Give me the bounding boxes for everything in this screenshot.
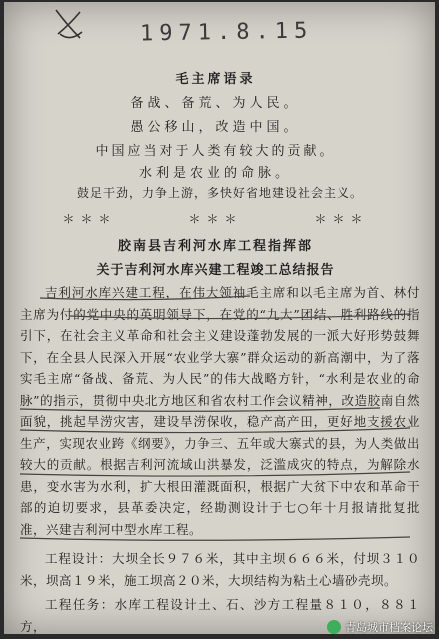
report-paragraph-1: 吉利河水库兴建工程，在伟大领袖毛主席和以毛主席为首、林付主席为付的党中央的英明领导下，在党的“九大”团结、胜利路线的指引下，在社会主义革命和社会主义建设蓬勃发展的一派大好形势鼓舞下，在全县人民深入开展“农业学大寨”群众运动的新高潮中，为了落实毛主席“备战、备荒、为人民”的伟大战略方针，“水利是农业的命脉”的指示，贯彻中央北方地区和省农村工作会议精神，改造胶南自然面貌，挑起旱涝灾害，建设旱涝保收，稳产高产田，更好地支援农业生产，实现农业跨《纲要》，力争三、五年或大寨式的县，为人类做出较大的贡献。根据吉利河流域山洪暴发，泛滥成灾的特点，为解除水患，变水害为水利，扩大根田灌溉面积，根据广大贫下中农和革命干部的迫切要求，县革委决定，经勘测设计于七○年十月报请批复批准，兴建吉利河中型水库工程。 — [20, 285, 420, 537]
report-paragraph-3: 工程任务：水库工程设计土、石、沙方工程量８１０，８８１方， — [20, 597, 420, 634]
report-title: 关于吉利河水库兴建工程竣工总结报告 — [96, 263, 335, 278]
quotation-heading: 毛主席语录 — [175, 72, 256, 87]
watermark-text: 青岛城市档案论坛 — [345, 621, 433, 634]
handwritten-cross-mark — [50, 4, 90, 44]
report-paragraph-2: 工程设计：大坝全长９７６米，其中主坝６６６米，付坝３１０米，坝高１９米，施工坝高２０米，大坝结构为粘土心墙砂壳坝。 — [20, 551, 420, 588]
wechat-icon — [327, 620, 341, 634]
quotation-line-1: 备战、备荒、为人民。 — [130, 96, 301, 111]
quotation-line-5: 鼓足干劲，力争上游，多快好省地建设社会主义。 — [76, 186, 363, 200]
organization-name: 胶南县吉利河水库工程指挥部 — [117, 239, 313, 254]
handwritten-date: 1971.8.15 — [139, 18, 314, 47]
quotation-line-2: 愚公移山，改造中国。 — [130, 120, 301, 135]
separator-stars: ＊＊＊ ＊＊＊ ＊＊＊ — [62, 212, 369, 226]
quotation-line-4: 水利是农业的命脉。 — [138, 166, 292, 181]
quotation-line-3: 中国应当对于人类有较大的贡献。 — [95, 144, 336, 159]
watermark — [327, 619, 433, 635]
